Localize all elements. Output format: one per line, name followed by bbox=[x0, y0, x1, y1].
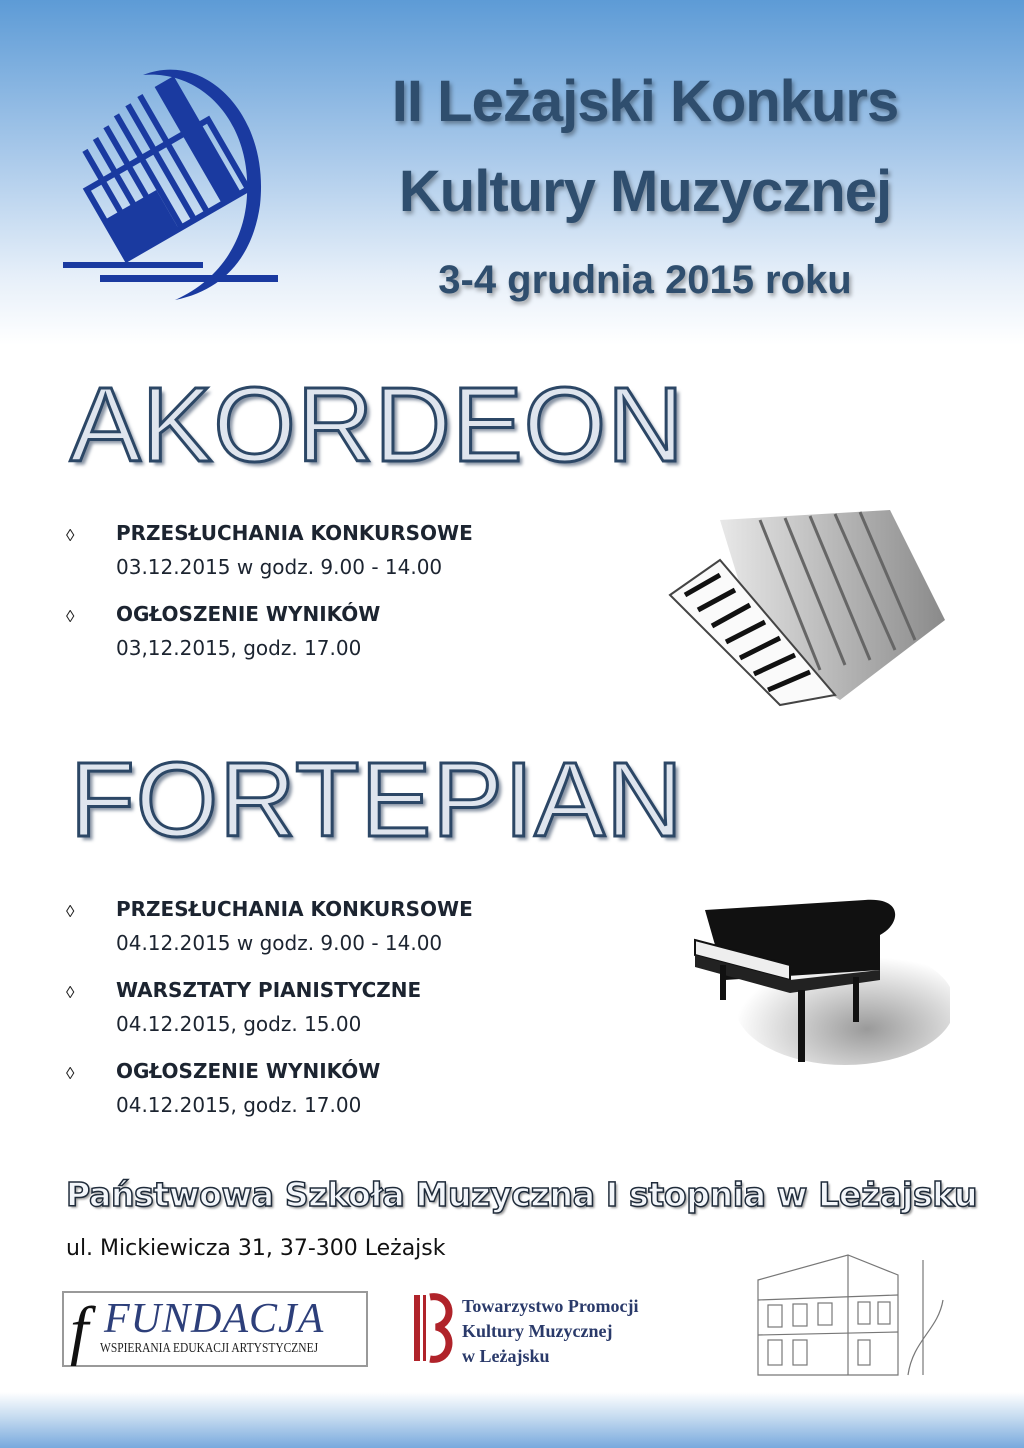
bullet-icon: ◊ bbox=[66, 983, 75, 1002]
school-name: Państwowa Szkoła Muzyczna I stopnia w Leżajsku bbox=[66, 1175, 978, 1214]
bullet-icon: ◊ bbox=[66, 902, 75, 921]
accordion-photo bbox=[660, 500, 950, 710]
section-title-fortepian: FORTEPIAN bbox=[70, 741, 684, 859]
towarzystwo-logo bbox=[462, 1294, 638, 1369]
bullet-icon: ◊ bbox=[66, 526, 75, 545]
event-time: 03,12.2015, godz. 17.00 bbox=[116, 636, 362, 660]
event-time: 04.12.2015, godz. 17.00 bbox=[116, 1093, 362, 1117]
event-label: PRZESŁUCHANIA KONKURSOWE bbox=[116, 521, 473, 545]
event-time: 04.12.2015 w godz. 9.00 - 14.00 bbox=[116, 931, 443, 955]
event-time: 04.12.2015, godz. 15.00 bbox=[116, 1012, 362, 1036]
contest-date: 3-4 grudnia 2015 roku bbox=[438, 258, 852, 302]
bullet-icon: ◊ bbox=[66, 607, 75, 626]
event-label: OGŁOSZENIE WYNIKÓW bbox=[116, 602, 381, 626]
clef-logo-icon bbox=[412, 1293, 460, 1363]
section-title-akordeon: AKORDEON bbox=[70, 366, 685, 484]
accordion-logo-icon bbox=[55, 55, 285, 305]
towarzystwo-line2: Kultury Muzycznej bbox=[462, 1321, 613, 1341]
contest-title-line1: II Leżajski Konkurs bbox=[391, 69, 899, 134]
footer-background bbox=[0, 1392, 1024, 1448]
event-label: WARSZTATY PIANISTYCZNE bbox=[116, 978, 422, 1002]
towarzystwo-line3: w Leżajsku bbox=[462, 1346, 550, 1366]
school-building-sketch bbox=[748, 1240, 948, 1380]
contest-title-line2: Kultury Muzycznej bbox=[398, 159, 892, 224]
fundacja-f-glyph: f bbox=[70, 1294, 89, 1367]
fundacja-subtitle: WSPIERANIA EDUKACJI ARTYSTYCZNEJ bbox=[100, 1341, 319, 1356]
event-label: PRZESŁUCHANIA KONKURSOWE bbox=[116, 897, 473, 921]
towarzystwo-line1: Towarzystwo Promocji bbox=[462, 1296, 639, 1316]
fundacja-logo bbox=[62, 1291, 368, 1367]
school-address: ul. Mickiewicza 31, 37-300 Leżajsk bbox=[66, 1236, 446, 1261]
bullet-icon: ◊ bbox=[66, 1064, 75, 1083]
piano-photo bbox=[665, 885, 950, 1065]
event-time: 03.12.2015 w godz. 9.00 - 14.00 bbox=[116, 555, 443, 579]
fundacja-name: FUNDACJA bbox=[104, 1296, 325, 1342]
event-label: OGŁOSZENIE WYNIKÓW bbox=[116, 1059, 381, 1083]
